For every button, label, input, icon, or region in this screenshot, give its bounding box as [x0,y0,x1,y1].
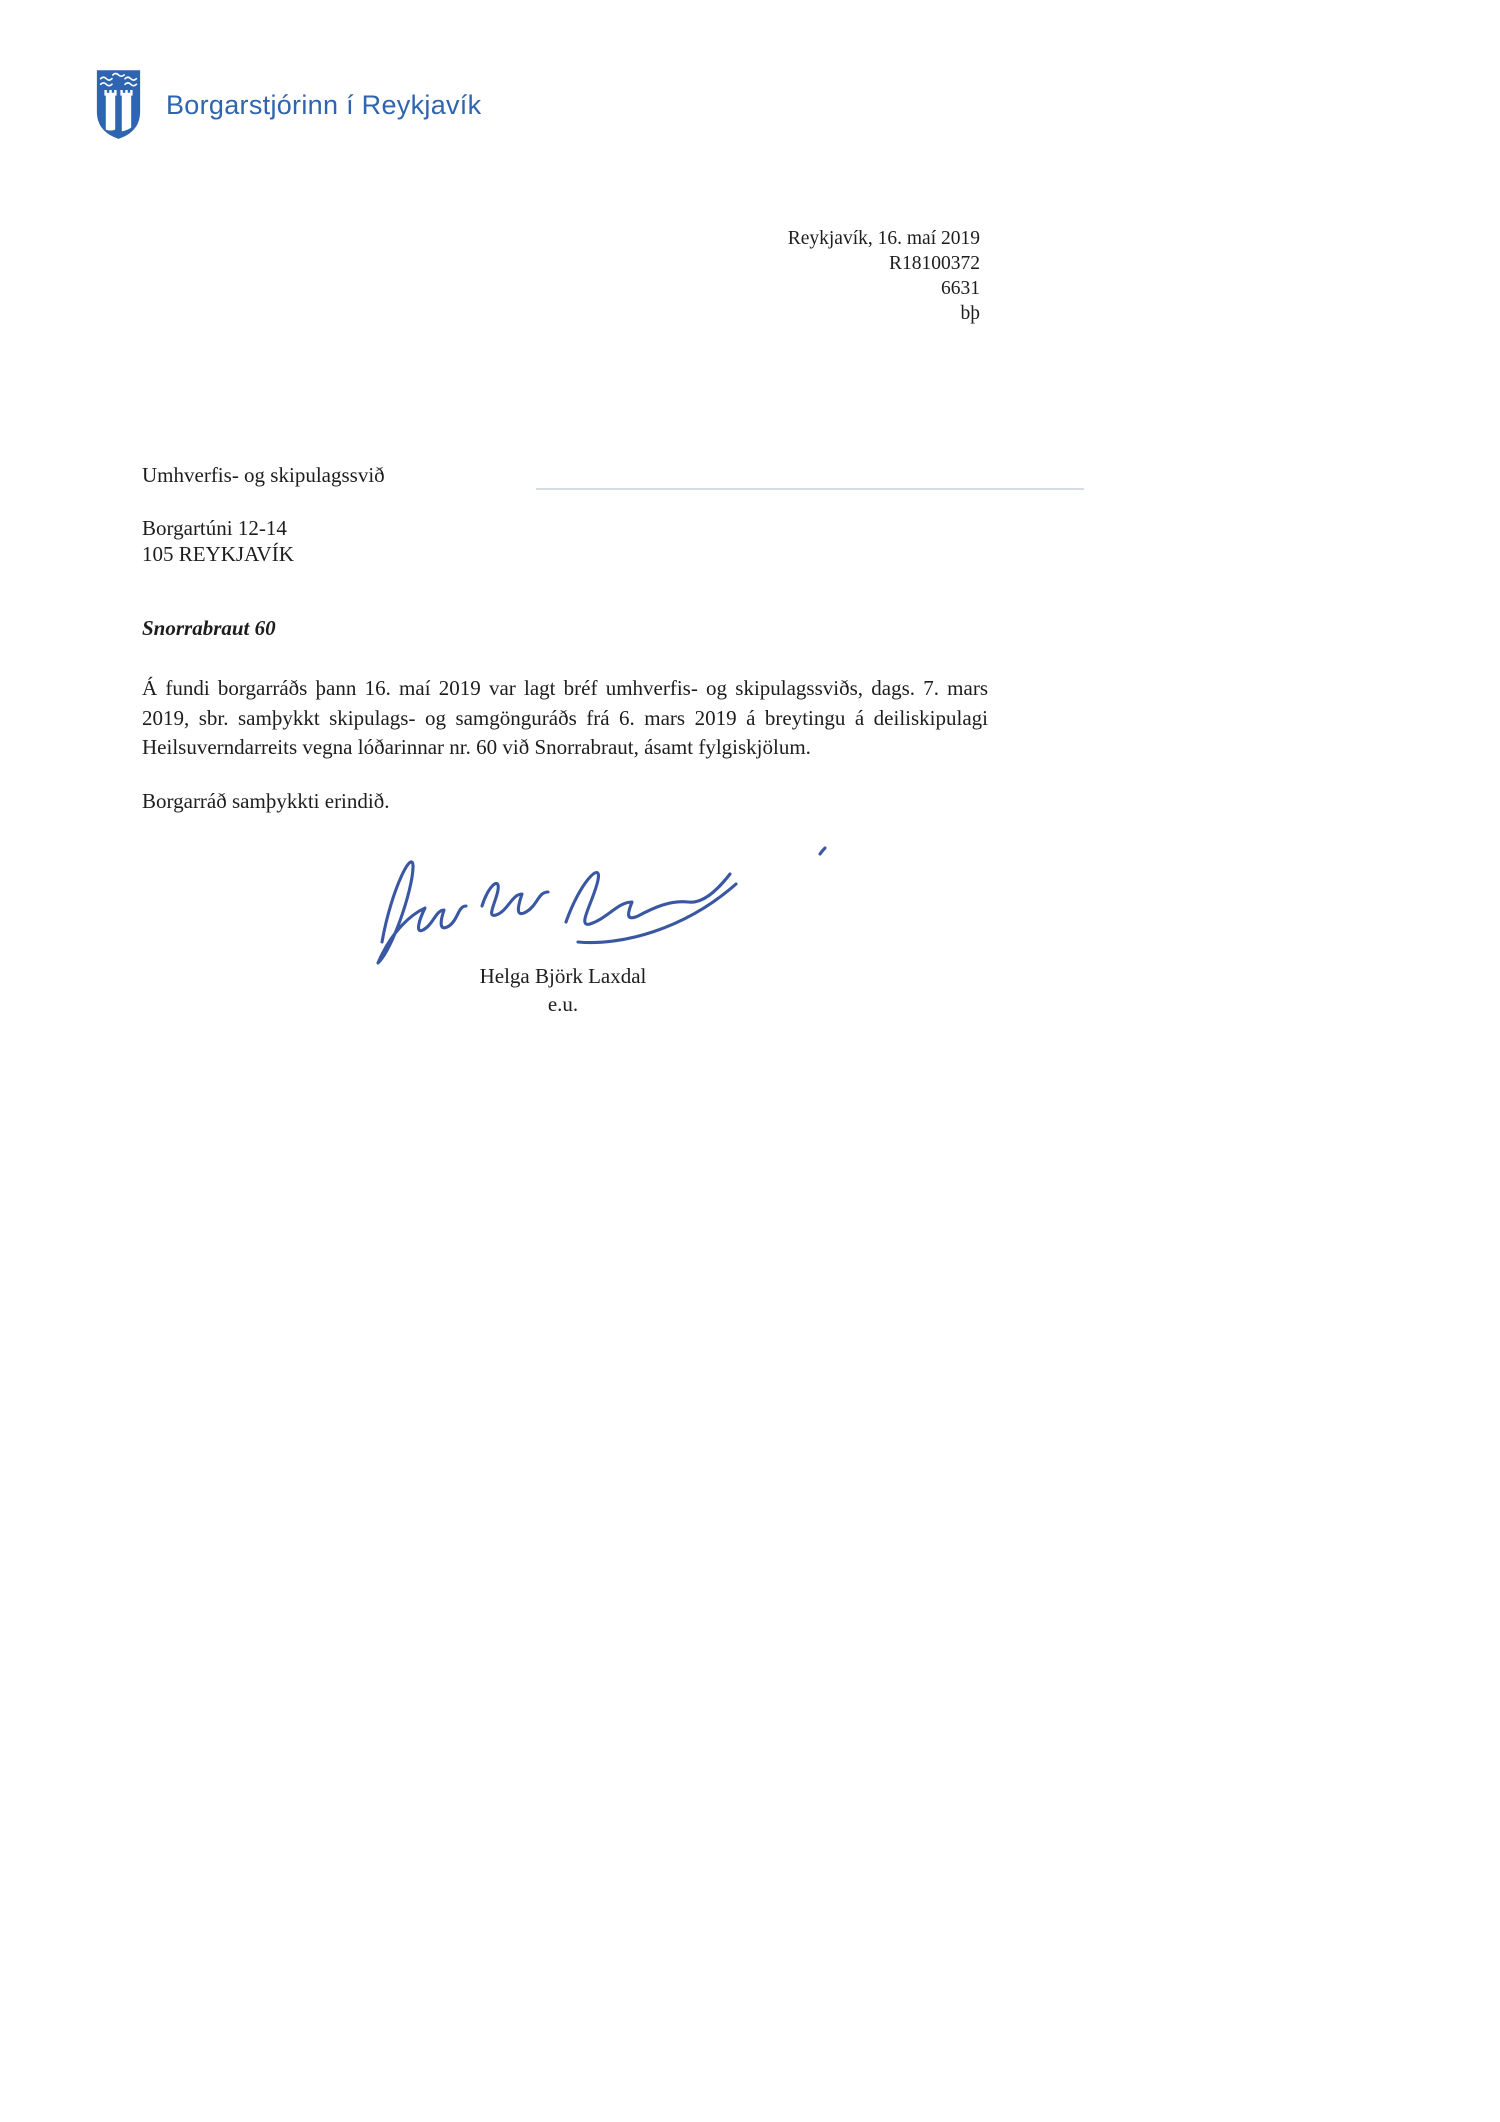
recipient-postal-city: 105 REYKJAVÍK [142,542,294,566]
signer-suffix: e.u. [547,992,579,1016]
clerk-initials: bþ [960,303,980,324]
recipient-department: Umhverfis- og skipulagssvið [142,463,385,487]
reykjavik-coat-of-arms-icon [95,68,142,142]
reference-number: R18100372 [888,253,980,274]
handwritten-signature [368,840,848,968]
signer-name: Helga Björk Laxdal [479,964,647,988]
body-paragraph-1: Á fundi borgarráðs þann 16. maí 2019 var lagt bréf umhverfis- og skipulagssviðs, dags. 7. mars 2019, sbr. samþykkt skipulags- og samgönguráðs frá 6. mars 2019 á breytingu á deiliskipulagi Heilsuverndarreits vegna lóðarinnar nr. 60 við Snorrabraut, ásamt fylgiskjölum. [142,676,988,759]
recipient-address [142,462,385,567]
subject-line: Snorrabraut 60 [142,616,276,640]
divider-line [536,488,1084,490]
case-number: 6631 [941,278,980,299]
recipient-street: Borgartúni 12-14 [142,516,287,540]
signer-block [408,962,718,1018]
letterhead [95,68,481,142]
place-and-date: Reykjavík, 16. maí 2019 [787,228,980,249]
body-paragraph-2: Borgarráð samþykkti erindið. [142,789,390,813]
letter-meta [660,226,980,326]
org-name: Borgarstjórinn í Reykjavík [166,89,482,120]
